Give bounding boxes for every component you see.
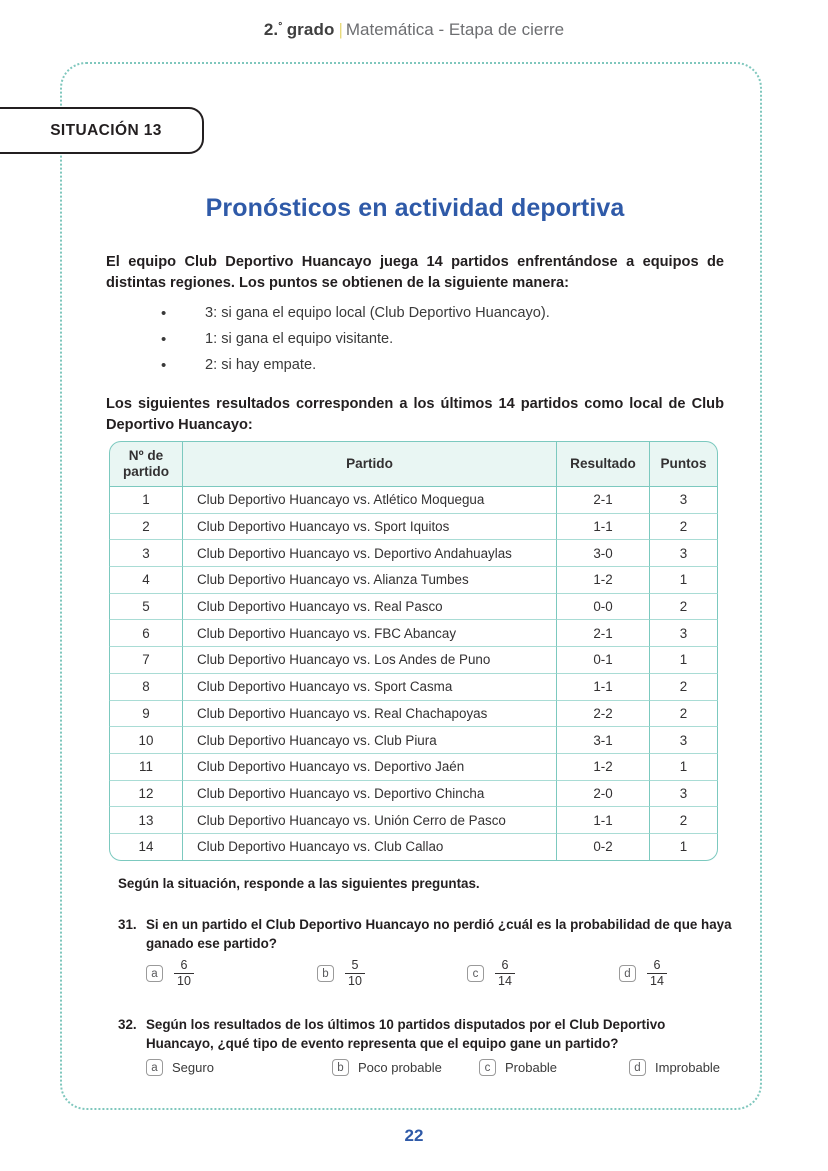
bullet-text: 1: si gana el equipo visitante. xyxy=(205,331,394,347)
option-d-letter: d xyxy=(619,965,636,982)
cell-points: 1 xyxy=(650,834,718,861)
table-row xyxy=(109,647,718,674)
question-31-text: Si en un partido el Club Deportivo Huancayo no perdió ¿cuál es la probabilidad de que haya ganado ese partido? xyxy=(146,917,732,951)
question-31-row xyxy=(118,915,732,953)
column-header-match: Partido xyxy=(183,441,557,487)
question-31-number: 31. xyxy=(118,917,137,932)
cell-points: 3 xyxy=(650,540,718,567)
option-b-letter: b xyxy=(332,1059,349,1076)
option-d[interactable] xyxy=(619,959,667,988)
option-b-fraction xyxy=(345,959,365,988)
cell-match-number: 13 xyxy=(109,807,183,834)
cell-points: 1 xyxy=(650,567,718,594)
option-d-fraction xyxy=(647,959,667,988)
bullet-text: 3: si gana el equipo local (Club Deportivo Huancayo). xyxy=(205,305,550,321)
cell-match-number: 3 xyxy=(109,540,183,567)
cell-match: Club Deportivo Huancayo vs. Deportivo Jaén xyxy=(183,754,557,781)
cell-result: 3-1 xyxy=(557,727,650,754)
cell-points: 2 xyxy=(650,594,718,621)
column-header-result: Resultado xyxy=(557,441,650,487)
cell-match: Club Deportivo Huancayo vs. Real Pasco xyxy=(183,594,557,621)
bullet-dot-icon: • xyxy=(161,330,167,348)
option-c-fraction xyxy=(495,959,515,988)
question-32 xyxy=(118,1015,732,1075)
cell-match: Club Deportivo Huancayo vs. Los Andes de Puno xyxy=(183,647,557,674)
column-header-points: Puntos xyxy=(650,441,718,487)
header-line-2: partido xyxy=(122,464,170,479)
cell-result: 2-0 xyxy=(557,781,650,808)
cell-result: 2-1 xyxy=(557,620,650,647)
option-c-letter: c xyxy=(479,1059,496,1076)
option-d-numerator: 6 xyxy=(653,958,661,972)
table-intro-paragraph: Los siguientes resultados corresponden a los últimos 14 partidos como local de Club Deportivo Huancayo: xyxy=(106,396,724,433)
cell-result: 0-0 xyxy=(557,594,650,621)
option-c-numerator: 6 xyxy=(501,958,509,972)
cell-match-number: 4 xyxy=(109,567,183,594)
questions-lead: Según la situación, responde a las siguientes preguntas. xyxy=(118,876,480,891)
table-header-row xyxy=(109,441,718,487)
table-row xyxy=(109,807,718,834)
cell-result: 1-1 xyxy=(557,514,650,541)
cell-match-number: 14 xyxy=(109,834,183,861)
cell-match-number: 1 xyxy=(109,487,183,514)
option-d[interactable] xyxy=(629,1059,720,1076)
grade-number: 2. xyxy=(263,20,279,39)
option-d-label: Improbable xyxy=(655,1060,721,1075)
cell-match-number: 11 xyxy=(109,754,183,781)
list-item xyxy=(106,300,724,326)
cell-match: Club Deportivo Huancayo vs. Atlético Moquegua xyxy=(183,487,557,514)
bullet-dot-icon: • xyxy=(161,304,167,322)
page-number: 22 xyxy=(404,1126,424,1145)
option-b[interactable] xyxy=(317,959,365,988)
question-31 xyxy=(118,915,732,988)
table-row xyxy=(109,620,718,647)
cell-points: 2 xyxy=(650,674,718,701)
table-row xyxy=(109,594,718,621)
cell-result: 0-2 xyxy=(557,834,650,861)
bullet-dot-icon: • xyxy=(161,356,167,374)
table-row xyxy=(109,540,718,567)
option-c-letter: c xyxy=(467,965,484,982)
question-31-options xyxy=(146,959,732,995)
cell-match: Club Deportivo Huancayo vs. Sport Iquitos xyxy=(183,514,557,541)
results-table-wrapper xyxy=(109,441,718,861)
option-a[interactable] xyxy=(146,959,194,988)
option-b-numerator: 5 xyxy=(351,958,359,972)
bullet-text: 2: si hay empate. xyxy=(205,357,317,373)
table-row xyxy=(109,514,718,541)
cell-result: 1-2 xyxy=(557,754,650,781)
cell-points: 3 xyxy=(650,620,718,647)
cell-result: 1-2 xyxy=(557,567,650,594)
table-row xyxy=(109,701,718,728)
option-a-numerator: 6 xyxy=(180,958,188,972)
situation-tab xyxy=(0,107,204,154)
cell-result: 1-1 xyxy=(557,807,650,834)
situation-tab-label: SITUACIÓN 13 xyxy=(50,121,162,139)
cell-match-number: 9 xyxy=(109,701,183,728)
runhead-divider: | xyxy=(338,20,343,39)
cell-match-number: 8 xyxy=(109,674,183,701)
option-a-label: Seguro xyxy=(172,1060,214,1075)
cell-result: 2-2 xyxy=(557,701,650,728)
option-a-letter: a xyxy=(146,965,163,982)
cell-match: Club Deportivo Huancayo vs. Sport Casma xyxy=(183,674,557,701)
option-a-fraction xyxy=(174,959,194,988)
running-head xyxy=(0,20,828,40)
cell-result: 3-0 xyxy=(557,540,650,567)
cell-points: 3 xyxy=(650,487,718,514)
option-d-letter: d xyxy=(629,1059,646,1076)
cell-result: 0-1 xyxy=(557,647,650,674)
table-row xyxy=(109,727,718,754)
table-row xyxy=(109,834,718,861)
page-title: Pronósticos en actividad deportiva xyxy=(205,194,625,222)
cell-points: 1 xyxy=(650,754,718,781)
option-b-label: Poco probable xyxy=(358,1060,442,1075)
table-row xyxy=(109,754,718,781)
cell-match-number: 2 xyxy=(109,514,183,541)
table-row xyxy=(109,487,718,514)
cell-match: Club Deportivo Huancayo vs. FBC Abancay xyxy=(183,620,557,647)
subject-label: Matemática - Etapa de cierre xyxy=(345,20,565,39)
question-32-number: 32. xyxy=(118,1017,137,1032)
table-body xyxy=(109,487,718,861)
degree-symbol: ° xyxy=(278,21,283,32)
list-item xyxy=(106,352,724,378)
cell-match: Club Deportivo Huancayo vs. Deportivo Andahuaylas xyxy=(183,540,557,567)
column-header-match-number xyxy=(109,441,183,487)
option-c[interactable] xyxy=(467,959,515,988)
option-b-denominator: 10 xyxy=(345,973,365,988)
option-a-letter: a xyxy=(146,1059,163,1076)
cell-match: Club Deportivo Huancayo vs. Club Callao xyxy=(183,834,557,861)
option-d-denominator: 14 xyxy=(647,973,667,988)
cell-match-number: 12 xyxy=(109,781,183,808)
cell-points: 3 xyxy=(650,781,718,808)
option-a-denominator: 10 xyxy=(174,973,194,988)
cell-match: Club Deportivo Huancayo vs. Club Piura xyxy=(183,727,557,754)
header-line-1: Nº de xyxy=(128,448,164,463)
results-table xyxy=(109,441,718,861)
option-b-letter: b xyxy=(317,965,334,982)
list-item xyxy=(106,326,724,352)
table-head xyxy=(109,441,718,487)
option-a[interactable] xyxy=(146,1059,214,1076)
intro-paragraph: El equipo Club Deportivo Huancayo juega 14 partidos enfrentándose a equipos de distintas regiones. Los puntos se obtienen de la siguiente manera: xyxy=(106,254,724,291)
question-32-text: Según los resultados de los últimos 10 partidos disputados por el Club Deportivo Huancayo, ¿qué tipo de evento representa que el equipo gane un partido? xyxy=(146,1017,666,1051)
table-row xyxy=(109,674,718,701)
cell-points: 2 xyxy=(650,807,718,834)
option-c-label: Probable xyxy=(505,1060,558,1075)
cell-match: Club Deportivo Huancayo vs. Deportivo Chincha xyxy=(183,781,557,808)
cell-match-number: 10 xyxy=(109,727,183,754)
cell-points: 1 xyxy=(650,647,718,674)
cell-result: 1-1 xyxy=(557,674,650,701)
question-32-options xyxy=(146,1059,746,1081)
option-c-denominator: 14 xyxy=(495,973,515,988)
cell-points: 2 xyxy=(650,701,718,728)
cell-match: Club Deportivo Huancayo vs. Real Chachapoyas xyxy=(183,701,557,728)
cell-match-number: 7 xyxy=(109,647,183,674)
cell-match: Club Deportivo Huancayo vs. Unión Cerro de Pasco xyxy=(183,807,557,834)
option-b[interactable] xyxy=(332,1059,442,1076)
question-32-row xyxy=(118,1015,732,1053)
cell-match-number: 5 xyxy=(109,594,183,621)
cell-result: 2-1 xyxy=(557,487,650,514)
scoring-bullet-list xyxy=(106,300,724,378)
option-c[interactable] xyxy=(479,1059,557,1076)
cell-match-number: 6 xyxy=(109,620,183,647)
table-row xyxy=(109,781,718,808)
cell-points: 2 xyxy=(650,514,718,541)
grade-word: grado xyxy=(286,20,335,39)
table-row xyxy=(109,567,718,594)
cell-match: Club Deportivo Huancayo vs. Alianza Tumbes xyxy=(183,567,557,594)
cell-points: 3 xyxy=(650,727,718,754)
